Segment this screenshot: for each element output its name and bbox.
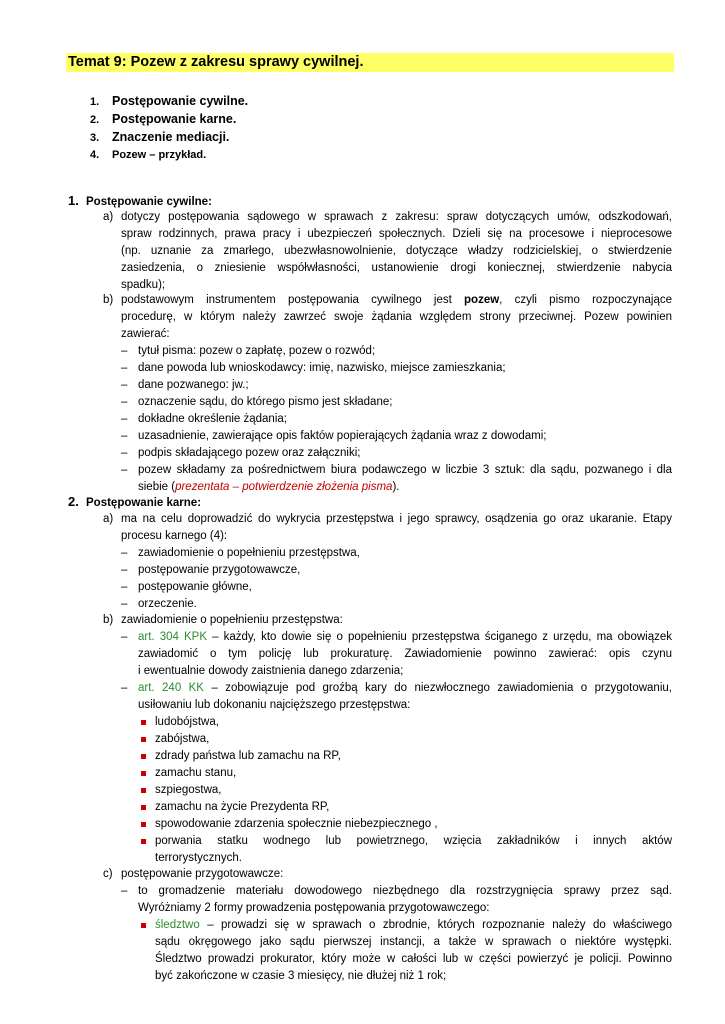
square-bullet-icon [141,805,146,810]
list-item [138,629,672,646]
dash-bullet: – [121,631,128,643]
toc-item [90,92,248,110]
list-item: zamachu na życie Prezydenta RP, [155,801,330,813]
list-item: dane powoda lub wnioskodawcy: imię, nazwisko, miejsce zamieszkania; [138,362,506,374]
toc-label: Postępowanie cywilne. [112,94,249,108]
bold-term: pozew [464,294,500,306]
toc-item [90,128,248,146]
list-item-continuation: być zakończone w czasie 3 miesięcy, nie dłużej niż 1 rok; [155,970,447,982]
list-item: dane pozwanego: jw.; [138,379,249,391]
list-item: tytuł pisma: pozew o zapłatę, pozew o rozwód; [138,345,376,357]
paragraph-line: procesu karnego (4): [121,530,228,542]
section-number: 2. [68,494,79,509]
dash-bullet: – [121,885,128,897]
dash-bullet: – [121,345,128,357]
text: – zobowiązuje pod groźbą kary do niezwłocznego zawiadomienia o przygotowaniu, [203,682,672,694]
dash-bullet: – [121,682,128,694]
section-2-heading [68,494,201,509]
list-item-continuation: Wyróżniamy 2 formy prowadzenia postępowania przygotowawczego: [138,902,490,914]
list-marker: b) [103,614,114,626]
dash-bullet: – [121,598,128,610]
text: siebie ( [138,481,176,493]
list-marker: a) [103,513,114,525]
legal-reference: art. 240 KK [138,682,204,694]
list-item-continuation: sądu okręgowego jako sądu pierwszej instancji, a także w sprawach o niektóre występki. [155,936,672,948]
table-of-contents [90,92,248,164]
section-number: 1. [68,193,79,208]
toc-label: Pozew – przykład. [112,149,207,161]
list-item: uzasadnienie, zawierające opis faktów popierających żądania wraz z dowodami; [138,430,547,442]
toc-item [90,146,248,164]
dash-bullet: – [121,362,128,374]
paragraph-line: (np. uznanie za zmarłego, ubezwłasnowolnienie, dotyczące władzy rodzicielskiej, o stwierdzenie [121,245,672,257]
list-item-continuation: terrorystycznych. [155,852,242,864]
dash-bullet: – [121,581,128,593]
list-item: porwania statku wodnego lub powietrznego, wzięcia zakładników i innych aktów [155,835,672,847]
toc-label: Znaczenie mediacji. [112,130,230,144]
list-item: zawiadomienie o popełnieniu przestępstwa, [138,547,360,559]
paragraph-line [121,292,672,309]
square-bullet-icon [141,839,146,844]
paragraph-line: ma na celu doprowadzić do wykrycia przestępstwa i jego sprawcy, osądzenia go oraz ukaranie. Etapy [121,513,672,525]
paragraph-line: procedurę, w którym należy zawrzeć swoje żądania względem strony przeciwnej. Pozew powinien [121,311,672,323]
list-item [138,680,672,697]
dash-bullet: – [121,379,128,391]
square-bullet-icon [141,923,146,928]
dash-bullet: – [121,464,128,476]
list-item: postępowanie przygotowawcze, [138,564,301,576]
paragraph-line: spraw rodzinnych, prawa pracy i ubezpieczeń społecznych. Dzieli się na procesowe i nieprocesowe [121,228,672,240]
list-item: postępowanie główne, [138,581,252,593]
dash-bullet: – [121,564,128,576]
section-1-heading [68,193,212,208]
toc-number: 1. [90,96,100,108]
list-item: oznaczenie sądu, do którego pismo jest składane; [138,396,393,408]
list-item: orzeczenie. [138,598,197,610]
square-bullet-icon [141,771,146,776]
square-bullet-icon [141,754,146,759]
text: ). [392,481,400,493]
dash-bullet: – [121,447,128,459]
list-item-continuation: zawiadomić o tym policję lub prokuraturę. Zawiadomienie powinno zawierać: opis czynu [138,648,672,660]
dash-bullet: – [121,396,128,408]
paragraph-line: zawiadomienie o popełnieniu przestępstwa: [121,614,343,626]
list-item: zamachu stanu, [155,767,237,779]
text: podstawowym instrumentem postępowania cywilnego jest [121,294,452,306]
dash-bullet: – [121,547,128,559]
toc-number: 2. [90,114,100,126]
legal-reference: art. 304 KPK [138,631,208,643]
square-bullet-icon [141,822,146,827]
paragraph-line: dotyczy postępowania sądowego w sprawach z zakresu: spraw dotyczących umów, odszkodowań, [121,211,672,223]
list-marker: b) [103,294,114,306]
red-annotation: prezentata – potwierdzenie złożenia pisma [175,481,393,493]
toc-number: 4. [90,149,100,161]
text: , czyli pismo rozpoczynające [499,294,672,306]
list-item: zabójstwa, [155,733,210,745]
section-title: Postępowanie cywilne: [86,196,212,208]
list-item: spowodowanie zdarzenia społecznie niebezpiecznego , [155,818,438,830]
paragraph-line: zawierać: [121,328,170,340]
paragraph-line: postępowanie przygotowawcze: [121,868,284,880]
square-bullet-icon [141,720,146,725]
square-bullet-icon [141,788,146,793]
toc-item [90,110,248,128]
list-item-continuation: Śledztwo prowadzi prokurator, który może w całości lub w części powierzyć je policji. Powinno [155,953,672,965]
list-item: podpis składającego pozew oraz załączniki; [138,447,361,459]
dash-bullet: – [121,413,128,425]
toc-number: 3. [90,132,100,144]
list-marker: c) [103,868,113,880]
list-item: ludobójstwa, [155,716,219,728]
paragraph-line: zasiedzenia, o zniesienie współwłasności, ustanowienie drogi koniecznej, stwierdzenie nabycia [121,262,672,274]
text: – każdy, kto dowie się o popełnieniu przestępstwa ściganego z urzędu, ma obowiązek [207,631,672,643]
section-title: Postępowanie karne: [86,497,202,509]
list-item-continuation: usiłowaniu lub dokonaniu najcięższego przestępstwa: [138,699,411,711]
list-item: szpiegostwa, [155,784,222,796]
text: – prowadzi się w sprawach o zbrodnie, których rozpoznanie należy do właściwego [199,919,672,931]
list-item [155,917,672,934]
square-bullet-icon [141,737,146,742]
list-item: zdrady państwa lub zamachu na RP, [155,750,341,762]
list-item-continuation: i ewentualnie dowody zaistnienia danego zdarzenia; [138,665,404,677]
paragraph-line: spadku); [121,279,166,291]
term-highlight: śledztwo [155,919,200,931]
list-item: to gromadzenie materiału dowodowego niezbędnego dla rozstrzygnięcia sprawy przez sąd. [138,885,672,897]
list-item: pozew składamy za pośrednictwem biura podawczego w liczbie 3 sztuk: dla sądu, pozwanego i dla [138,464,672,476]
list-marker: a) [103,211,114,223]
page-title: Temat 9: Pozew z zakresu sprawy cywilnej. [66,53,674,72]
list-item: dokładne określenie żądania; [138,413,287,425]
toc-label: Postępowanie karne. [112,112,237,126]
dash-bullet: – [121,430,128,442]
